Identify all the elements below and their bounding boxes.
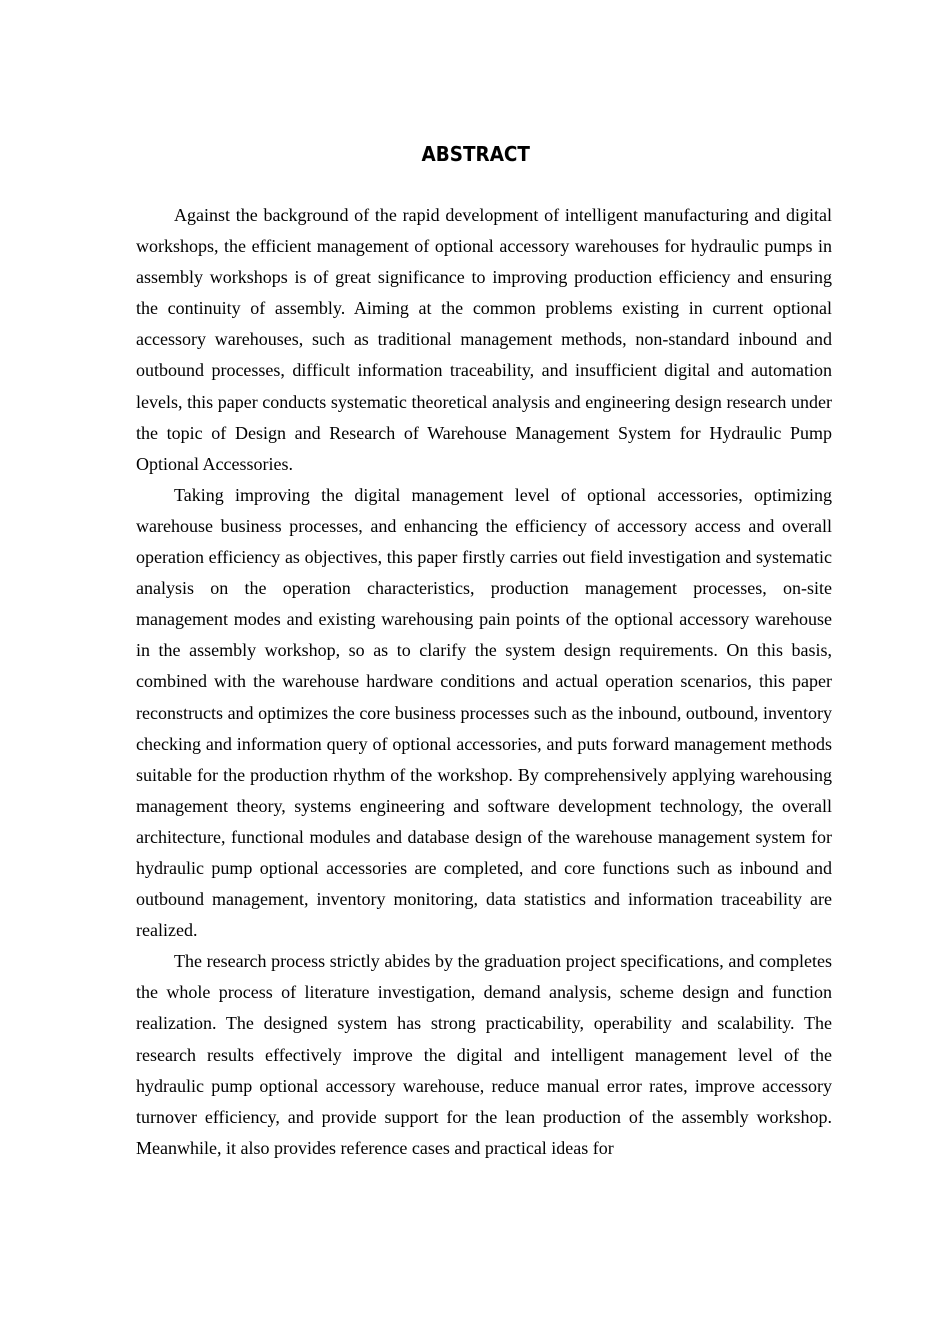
abstract-paragraph-1: Against the background of the rapid development of intelligent manufacturing and digital workshops, the efficient management of optional accessory warehouses for hydraulic pumps in assembly workshops is of great significance to improving production efficiency and ensuring the continuity of assembly. Aiming at the common problems existing in current optional accessory warehouses, such as traditional management methods, non-standard inbound and outbound processes, difficult information traceability, and insufficient digital and automation levels, this paper conducts systematic theoretical analysis and engineering design research under the topic of Design and Research of Warehouse Management System for Hydraulic Pump Optional Accessories.	[136, 205, 832, 474]
abstract-paragraph-3: The research process strictly abides by the graduation project specifications, and completes the whole process of literature investigation, demand analysis, scheme design and function realization. The designed system has strong practicability, operability and scalability. The research results effectively improve the digital and intelligent management level of the hydraulic pump optional accessory warehouse, reduce manual error rates, improve accessory turnover efficiency, and provide support for the lean production of the assembly workshop. Meanwhile, it also provides reference cases and practical ideas for	[136, 951, 832, 1158]
abstract-title: ABSTRACT	[421, 142, 530, 166]
abstract-paragraph-2: Taking improving the digital management level of optional accessories, optimizing warehouse business processes, and enhancing the efficiency of accessory access and overall operation efficiency as objectives, this paper firstly carries out field investigation and systematic analysis on the operation characteristics, production management processes, on-site management modes and existing warehousing pain points of the optional accessory warehouse in the assembly workshop, so as to clarify the system design requirements. On this basis, combined with the warehouse hardware conditions and actual operation scenarios, this paper reconstructs and optimizes the core business processes such as the inbound, outbound, inventory checking and information query of optional accessories, and puts forward management methods suitable for the production rhythm of the workshop. By comprehensively applying warehousing management theory, systems engineering and software development technology, the overall architecture, functional modules and database design of the warehouse management system for hydraulic pump optional accessories are completed, and core functions such as inbound and outbound management, inventory monitoring, data statistics and information traceability are realized.	[136, 484, 832, 941]
abstract-body	[136, 200, 832, 1164]
